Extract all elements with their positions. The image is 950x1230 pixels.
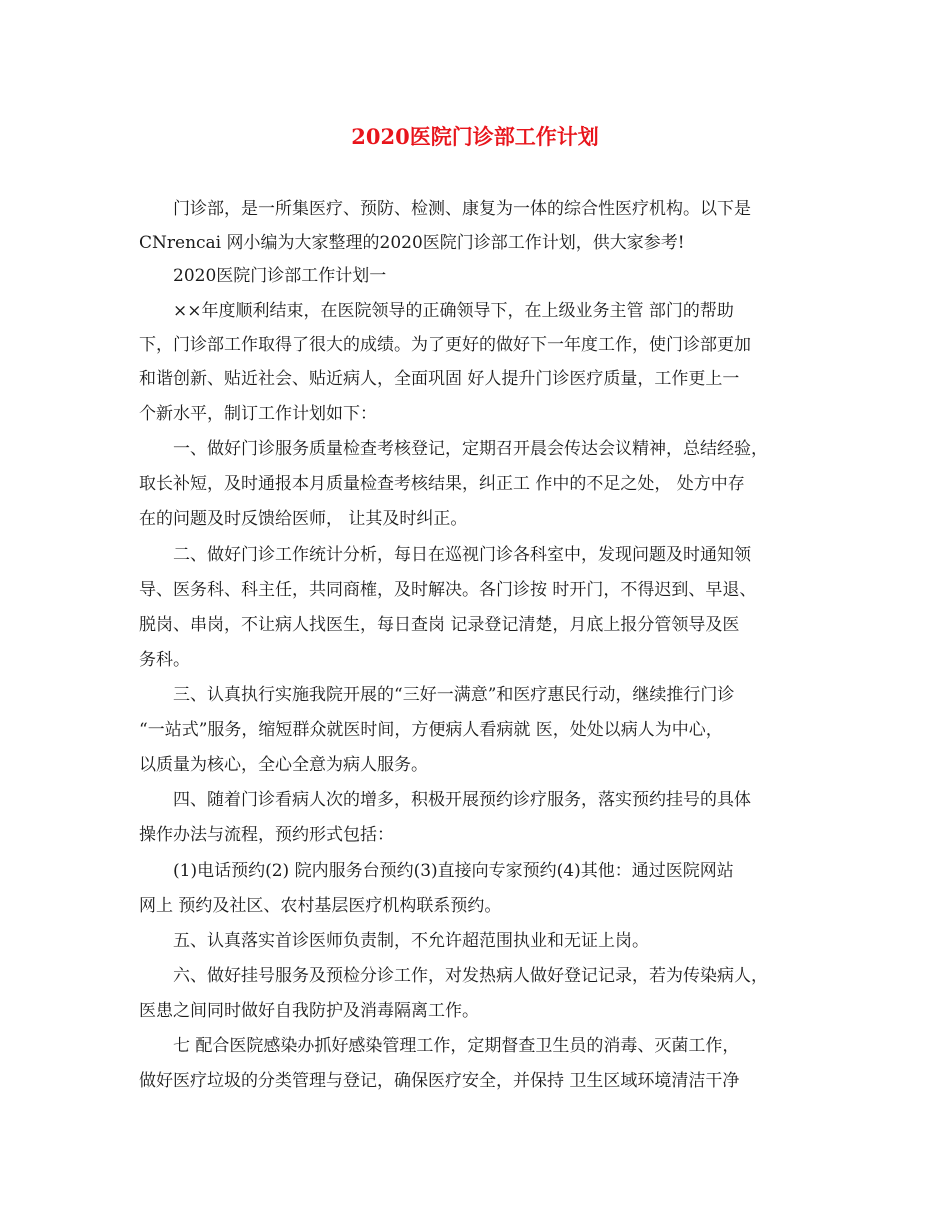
text-line: 操作办法与流程，预约形式包括： — [139, 825, 394, 845]
text-line: 做好医疗垃圾的分类管理与登记，确保医疗安全，并保持 卫生区域环境清洁干净 — [139, 1071, 740, 1091]
text-line: 脱岗、串岗，不让病人找医生，每日查岗 记录登记清楚，月底上报分管领导及医 — [139, 615, 740, 635]
text-line: 务科。 — [139, 650, 190, 670]
text-line: 网上 预约及社区、农村基层医疗机构联系预约。 — [139, 896, 502, 916]
text-line: 和谐创新、贴近社会、贴近病人，全面巩固 好人提升门诊医疗质量，工作更上一 — [139, 369, 740, 389]
text-line: (1)电话预约(2) 院内服务台预约(3)直接向专家预约(4)其他：通过医院网站 — [173, 861, 734, 881]
text-line: 下，门诊部工作取得了很大的成绩。为了更好的做好下一年度工作，使门诊部更加 — [139, 335, 751, 355]
text-line: 2020医院门诊部工作计划一 — [173, 266, 387, 286]
text-line: 取长补短，及时通报本月质量检查考核结果，纠正工 作中的不足之处， 处方中存 — [139, 474, 745, 494]
text-line: 导、医务科、科主任，共同商榷，及时解决。各门诊按 时开门，不得迟到、早退、 — [139, 580, 757, 600]
text-line: 五、认真落实首诊医师负责制，不允许超范围执业和无证上岗。 — [173, 931, 649, 951]
document-title: 2020医院门诊部工作计划 — [351, 124, 599, 149]
text-line: “一站式”服务，缩短群众就医时间，方便病人看病就 医，处处以病人为中心， — [139, 720, 723, 740]
text-line: 七 配合医院感染办抓好感染管理工作，定期督查卫生员的消毒、灭菌工作， — [173, 1036, 740, 1056]
text-line: 二、做好门诊工作统计分析，每日在巡视门诊各科室中，发现问题及时通知领 — [173, 545, 751, 565]
text-line: 一、做好门诊服务质量检查考核登记，定期召开晨会传达会议精神，总结经验， — [173, 439, 768, 459]
text-line: 门诊部，是一所集医疗、预防、检测、康复为一体的综合性医疗机构。以下是 — [173, 199, 751, 219]
text-line: 四、随着门诊看病人次的增多，积极开展预约诊疗服务，落实预约挂号的具体 — [173, 790, 751, 810]
text-line: 在的问题及时反馈给医师， 让其及时纠正。 — [139, 509, 468, 529]
text-line: 三、认真执行实施我院开展的“三好一满意”和医疗惠民行动，继续推行门诊 — [173, 685, 735, 705]
text-line: 个新水平，制订工作计划如下： — [139, 404, 377, 424]
text-line: 六、做好挂号服务及预检分诊工作，对发热病人做好登记记录，若为传染病人， — [173, 966, 768, 986]
text-line: 医患之间同时做好自我防护及消毒隔离工作。 — [139, 1001, 479, 1021]
text-line: 以质量为核心，全心全意为病人服务。 — [139, 755, 428, 775]
text-line: CNrencai 网小编为大家整理的2020医院门诊部工作计划，供大家参考! — [139, 233, 685, 253]
text-line: ××年度顺利结束，在医院领导的正确领导下，在上级业务主管 部门的帮助 — [173, 301, 734, 321]
